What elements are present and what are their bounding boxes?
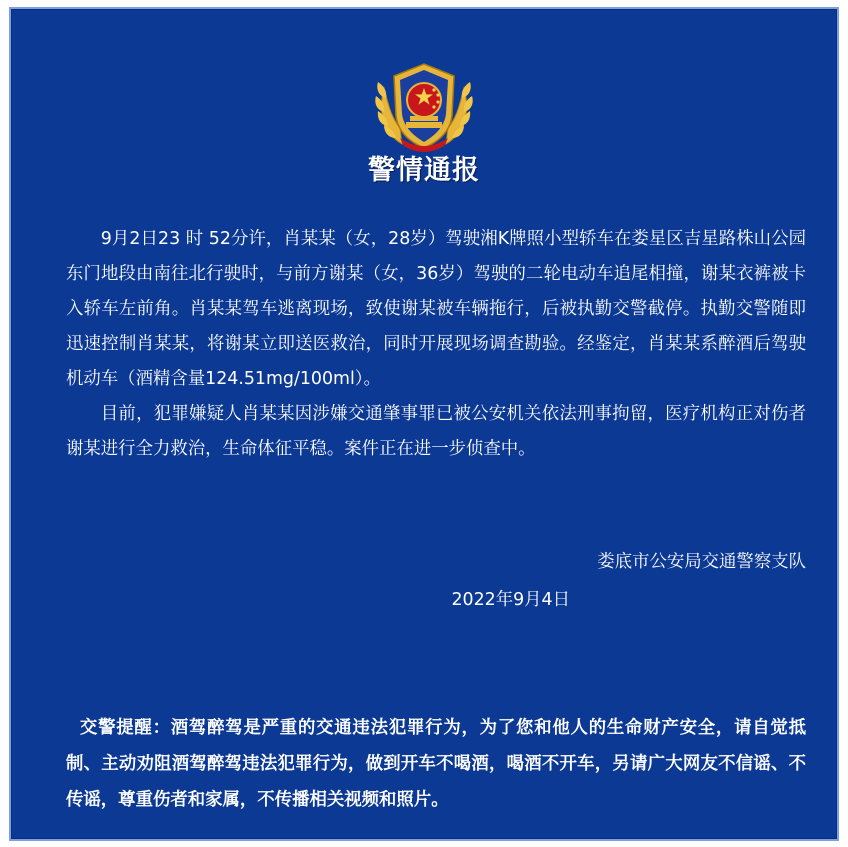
body-paragraph-incident: 9月2日23 时 52分许，肖某某（女，28岁）驾驶湘K牌照小型轿车在娄星区吉星路株山公园东门地段由南往北行驶时，与前方谢某（女，36岁）驾驶的二轮电动车追尾相撞，谢某衣裤被卡入轿车左前角。肖某某驾车逃离现场，致使谢某被车辆拖行，后被执勤交警截停。执勤交警随即迅速控制肖某某，将谢某立即送医救治，同时开展现场调查勘验。经鉴定，肖某某系醉酒后驾驶机动车（酒精含量124.51mg/100ml）。 [66, 229, 806, 389]
police-emblem-icon [372, 58, 476, 158]
notice-body [66, 222, 806, 467]
notice-signoff [451, 545, 806, 610]
notice-title: 警情通报 [368, 155, 480, 186]
body-paragraph-status: 目前，犯罪嫌疑人肖某某因涉嫌交通肇事罪已被公安机关依法刑事拘留，医疗机构正对伤者谢某进行全力救治，生命体征平稳。案件正在进一步侦查中。 [66, 404, 806, 459]
traffic-police-reminder: 交警提醒：酒驾醉驾是严重的交通违法犯罪行为，为了您和他人的生命财产安全，请自觉抵制、主动劝阻酒驾醉驾违法犯罪行为，做到开车不喝酒，喝酒不开车，另请广大网友不信谣、不传谣，尊重伤者和家属，不传播相关视频和照片。 [66, 718, 806, 810]
issuing-organization: 娄底市公安局交通警察支队 [597, 552, 806, 572]
issue-date: 2022年9月4日 [451, 590, 570, 610]
